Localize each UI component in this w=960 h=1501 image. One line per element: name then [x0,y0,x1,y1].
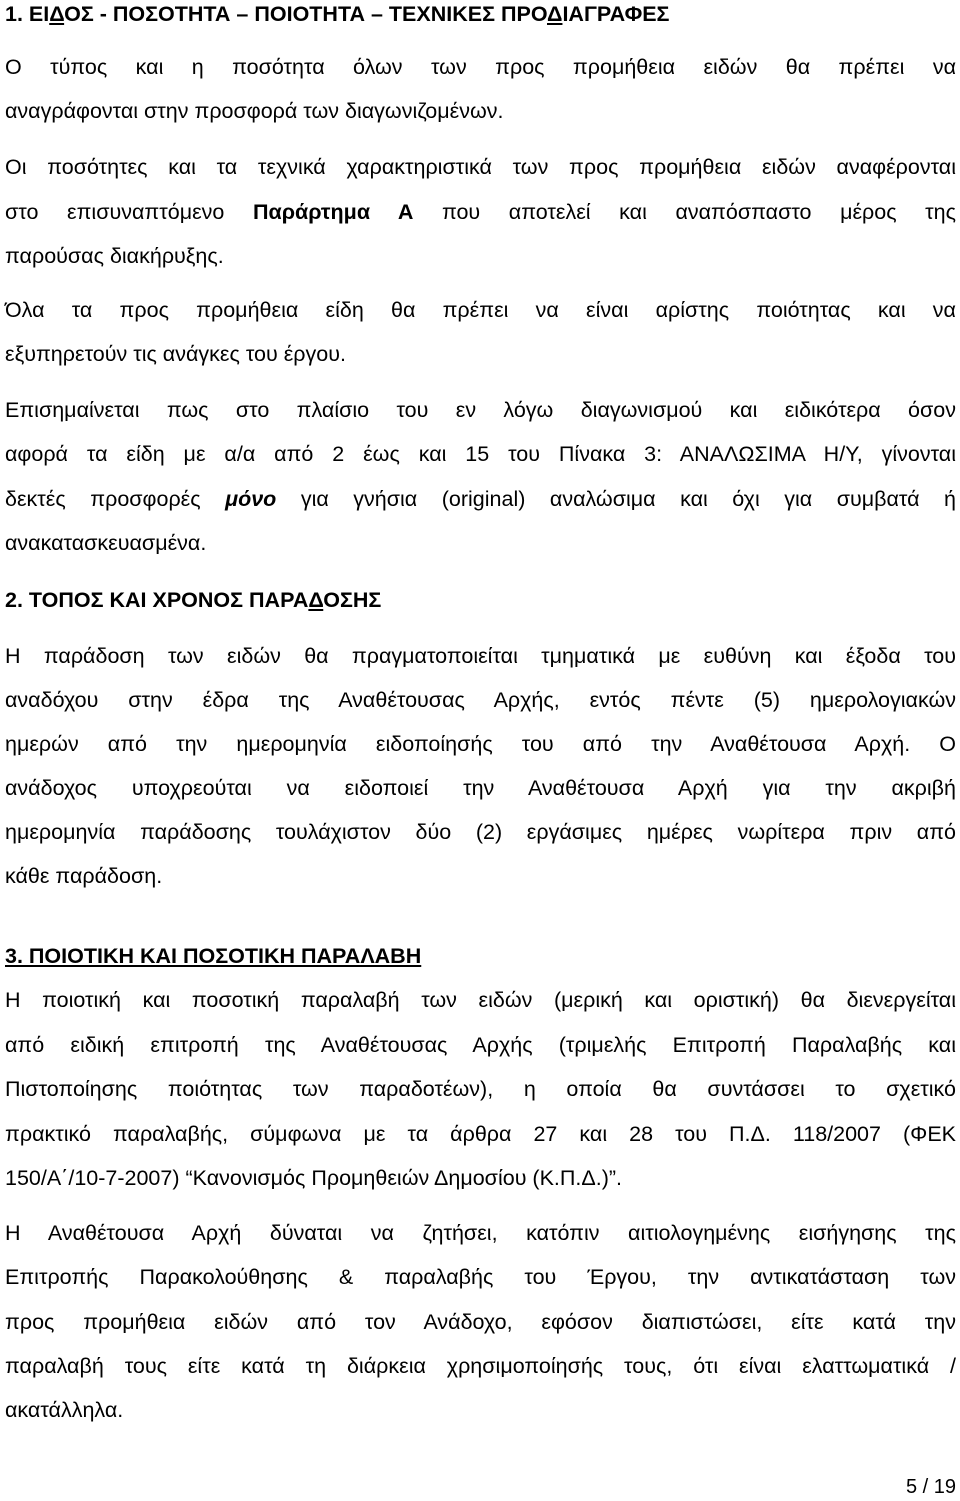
paragraph-line: Οι ποσότητες και τα τεχνικά χαρακτηριστικά των προς προμήθεια ειδών αναφέρονται [5,155,956,179]
paragraph-line: Η Αναθέτουσα Αρχή δύναται να ζητήσει, κατόπιν αιτιολογημένης εισήγησης της [5,1221,956,1245]
emphasis-only: μόνο [225,487,277,511]
section-1-heading: 1. ΕΙΔΟΣ - ΠΟΣΟΤΗΤΑ – ΠΟΙΟΤΗΤΑ – ΤΕΧΝΙΚΕΣ ΠΡΟΔΙΑΓΡΑΦΕΣ [5,2,670,26]
paragraph-line: στο επισυναπτόμενο Παράρτημα Α που αποτελεί και αναπόσπαστο μέρος της [5,200,956,224]
paragraph-line: Επισημαίνεται πως στο πλαίσιο του εν λόγω διαγωνισμού και ειδικότερα όσον [5,398,956,422]
paragraph-line: ανάδοχος υποχρεούται να ειδοποιεί την Αναθέτουσα Αρχή για την ακριβή [5,776,956,800]
paragraph-line: ημερομηνία παράδοσης τουλάχιστον δύο (2) εργάσιμες ημέρες νωρίτερα πριν από [5,820,956,844]
paragraph-line: Η ποιοτική και ποσοτική παραλαβή των ειδών (μερική και οριστική) θα διενεργείται [5,988,956,1012]
annex-a-ref: Παράρτημα Α [252,200,414,224]
paragraph-line: Πιστοποίησης ποιότητας των παραδοτέων), η οποία θα συντάσσει το σχετικό [5,1077,956,1101]
paragraph-line: Όλα τα προς προμήθεια είδη θα πρέπει να είναι αρίστης ποιότητας και να [5,298,956,322]
paragraph-line: παραλαβή τους είτε κατά τη διάρκεια χρησιμοποίησής τους, ότι είναι ελαττωματικά / [5,1354,956,1378]
paragraph-line: ακατάλληλα. [5,1398,124,1422]
paragraph-line: πρακτικό παραλαβής, σύμφωνα με τα άρθρα 27 και 28 του Π.Δ. 118/2007 (ΦΕΚ [5,1122,956,1146]
paragraph-line: 150/Α΄/10-7-2007) “Κανονισμός Προμηθειών Δημοσίου (Κ.Π.Δ.)”. [5,1166,623,1190]
paragraph-line: δεκτές προσφορές μόνο για γνήσια (original) αναλώσιμα και όχι για συμβατά ή [5,487,956,511]
paragraph-line: ημερών από την ημερομηνία ειδοποίησής του από την Αναθέτουσα Αρχή. Ο [5,732,956,756]
paragraph-line: κάθε παράδοση. [5,864,163,888]
paragraph-line: αναδόχου στην έδρα της Αναθέτουσας Αρχής, εντός πέντε (5) ημερολογιακών [5,688,956,712]
section-2-heading: 2. ΤΟΠΟΣ ΚΑΙ ΧΡΟΝΟΣ ΠΑΡΑΔΟΣΗΣ [5,588,382,612]
paragraph-line: Επιτροπής Παρακολούθησης & παραλαβής του Έργου, την αντικατάσταση των [5,1265,956,1289]
page-number: 5 / 19 [905,1476,956,1498]
paragraph-line: Η παράδοση των ειδών θα πραγματοποιείται τμηματικά με ευθύνη και έξοδα του [5,644,956,668]
paragraph-line: Ο τύπος και η ποσότητα όλων των προς προμήθεια ειδών θα πρέπει να [5,55,956,79]
paragraph-line: αφορά τα είδη με α/α από 2 έως και 15 του Πίνακα 3: ΑΝΑΛΩΣΙΜΑ Η/Υ, γίνονται [5,442,956,466]
paragraph-line: ανακατασκευασμένα. [5,531,207,555]
paragraph-line: εξυπηρετούν τις ανάγκες του έργου. [5,342,346,366]
paragraph-line: παρούσας διακήρυξης. [5,244,224,268]
section-3-heading: 3. ΠΟΙΟΤΙΚΗ ΚΑΙ ΠΟΣΟΤΙΚΗ ΠΑΡΑΛΑΒΗ [5,944,422,968]
paragraph-line: προς προμήθεια ειδών από τον Ανάδοχο, εφόσον διαπιστώσει, είτε κατά την [5,1310,956,1334]
paragraph-line: αναγράφονται στην προσφορά των διαγωνιζομένων. [5,99,504,123]
paragraph-line: από ειδική επιτροπή της Αναθέτουσας Αρχής (τριμελής Επιτροπή Παραλαβής και [5,1033,956,1057]
